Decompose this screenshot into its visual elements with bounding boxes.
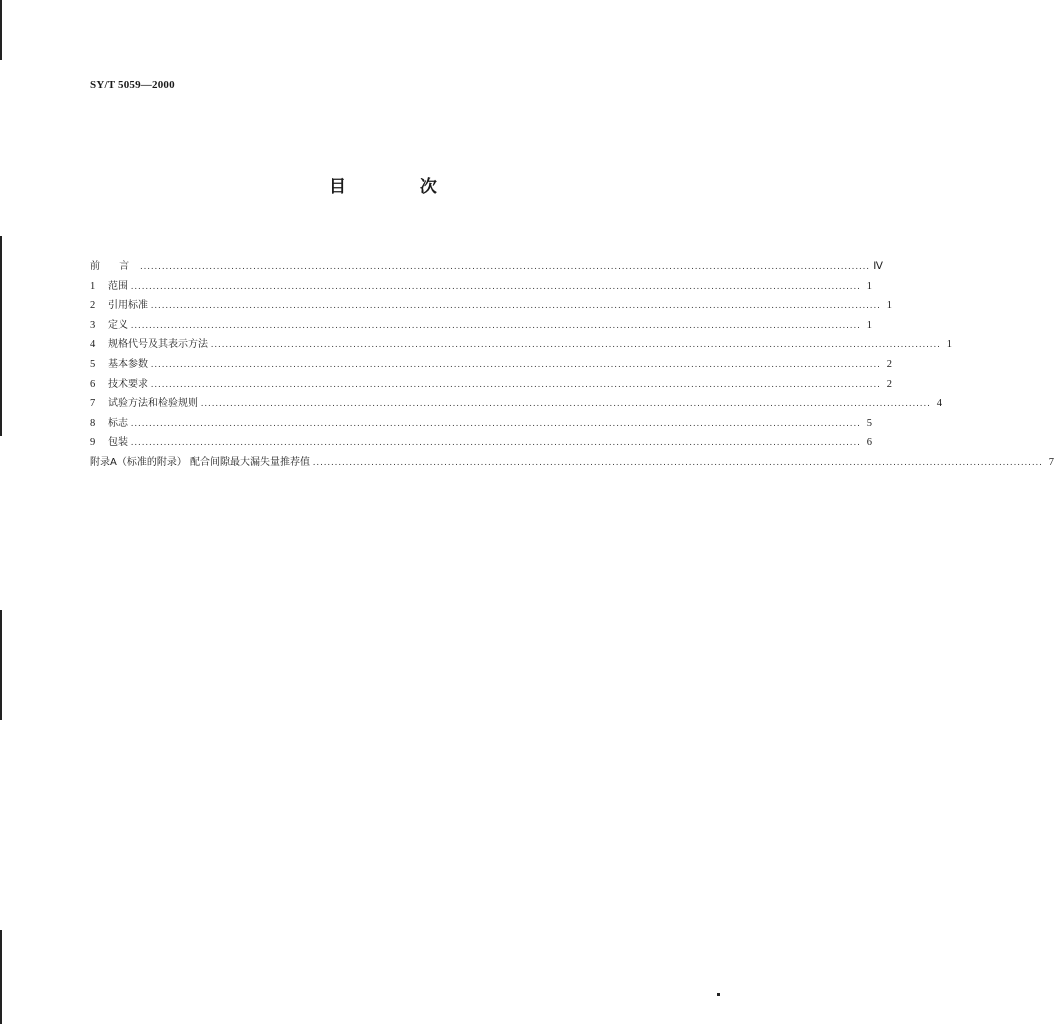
toc-entry-page: 5 (866, 417, 872, 429)
toc-entry-label: 范围 (108, 280, 128, 292)
toc-entry-number: 3 (90, 319, 96, 331)
toc-leader-dots: ........................................................................................................................................................................................................ (131, 280, 861, 291)
toc-entry-label: 基本参数 (108, 358, 148, 370)
toc-entry-6[interactable] (90, 375, 892, 395)
toc-entry-page: 1 (866, 280, 872, 292)
toc-entry-label: 附录A（标准的附录） 配合间隙最大漏失量推荐值 (90, 456, 311, 468)
toc-entry-page: 6 (866, 437, 872, 449)
toc-leader-dots: ........................................................................................................................................................................................................ (211, 339, 941, 350)
toc-entry-number: 6 (90, 378, 96, 390)
toc-leader-dots: ........................................................................................................................................................................................................ (131, 437, 861, 448)
toc-leader-dots: ........................................................................................................................................................................................................ (201, 398, 931, 409)
toc-entry-5[interactable] (90, 355, 892, 375)
toc-entry-page: 4 (936, 398, 942, 410)
toc-entry-number: 4 (90, 339, 96, 351)
toc-entry-8[interactable] (90, 414, 872, 434)
toc-entry-label: 技术要求 (108, 378, 148, 390)
toc-entry-label: 包装 (108, 437, 128, 449)
table-of-contents (90, 257, 1054, 473)
toc-entry-4[interactable] (90, 335, 952, 355)
scan-edge-mark (0, 236, 2, 436)
toc-entry-1[interactable] (90, 277, 872, 297)
toc-leader-dots: ........................................................................................................................................................................................................ (151, 358, 881, 369)
toc-leader-dots: ........................................................................................................................................................................................................ (151, 300, 881, 311)
toc-entry-label: 规格代号及其表示方法 (108, 339, 208, 351)
toc-entry-page: 7 (1048, 456, 1054, 468)
scan-edge-mark (0, 930, 2, 1024)
toc-entry-page: Ⅳ (873, 261, 883, 272)
toc-leader-dots: ........................................................................................................................................................................................................ (131, 319, 861, 330)
toc-entry-number: 5 (90, 358, 96, 370)
toc-entry-number: 2 (90, 300, 96, 312)
toc-entry-number: 9 (90, 437, 96, 449)
toc-entry-number: 1 (90, 280, 96, 292)
toc-entry-label: 标志 (108, 417, 128, 429)
toc-entry-label: 定义 (108, 319, 128, 331)
toc-entry-page: 2 (886, 358, 892, 370)
toc-leader-dots: ........................................................................................................................................................................................................ (140, 261, 871, 271)
toc-entry-page: 1 (866, 319, 872, 331)
toc-leader-dots: ........................................................................................................................................................................................................ (151, 378, 881, 389)
toc-entry-2[interactable] (90, 296, 892, 316)
toc-entry-3[interactable] (90, 316, 872, 336)
toc-entry-foreword[interactable] (90, 257, 883, 277)
toc-entry-label: 引用标准 (108, 300, 148, 312)
toc-entry-number: 7 (90, 398, 96, 410)
toc-entry-number: 8 (90, 417, 96, 429)
document-code: SY/T 5059—2000 (90, 79, 175, 91)
toc-entry-label: 前 言 (90, 261, 138, 272)
toc-entry-appendix-a[interactable] (90, 453, 1054, 473)
toc-entry-7[interactable] (90, 394, 942, 414)
scan-edge-mark (0, 610, 2, 720)
toc-entry-page: 2 (886, 378, 892, 390)
toc-leader-dots: ........................................................................................................................................................................................................ (313, 456, 1044, 467)
toc-leader-dots: ........................................................................................................................................................................................................ (131, 417, 861, 428)
scan-speck (717, 993, 720, 996)
toc-title: 目 次 (329, 177, 471, 197)
scan-edge-mark (0, 0, 2, 60)
toc-entry-9[interactable] (90, 433, 872, 453)
toc-entry-page: 1 (946, 339, 952, 351)
toc-entry-label: 试验方法和检验规则 (108, 398, 198, 410)
toc-entry-page: 1 (886, 300, 892, 312)
